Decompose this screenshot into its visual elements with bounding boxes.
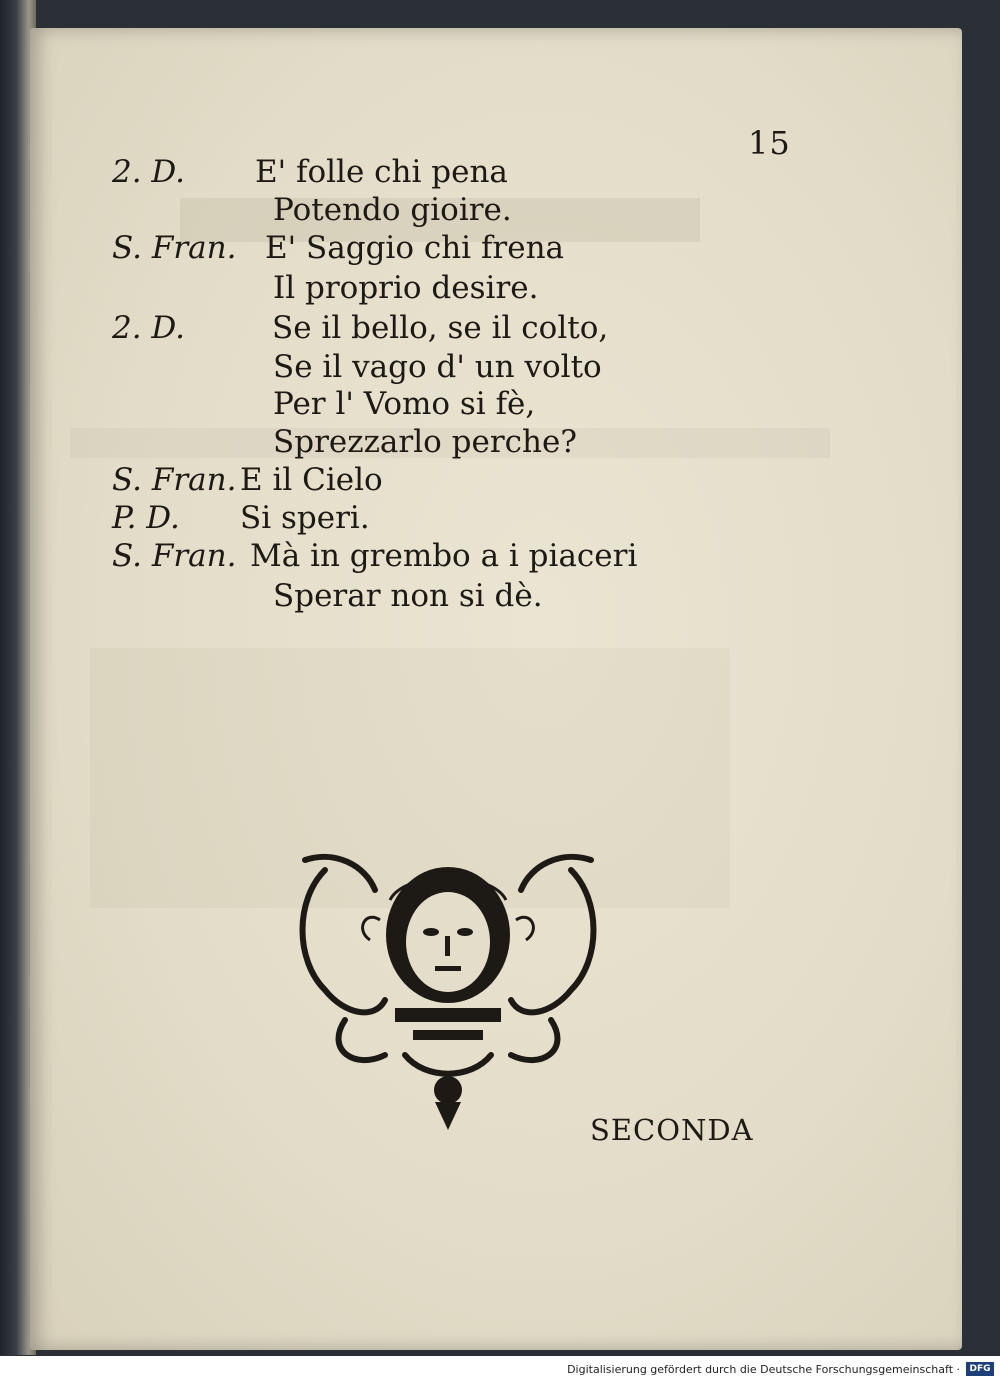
verse-line [273,192,512,228]
verse-text: Mà in grembo a i piaceri [250,538,638,574]
verse-line [273,424,577,460]
verse-line [112,500,370,536]
woodcut-face-ornament-icon [285,840,611,1132]
speaker-label: 2. D. [112,154,186,190]
verse-line [112,310,609,346]
verse-line [273,349,602,385]
verse-text: E' folle chi pena [255,154,508,190]
verse-text: Sperar non si dè. [273,578,543,614]
verse-line [273,270,538,306]
verse-line [112,230,565,266]
page-number: 15 [748,124,791,162]
verse-text: E' Saggio chi frena [265,230,565,266]
footer-credit-text: Digitalisierung gefördert durch die Deutsche Forschungsgemeinschaft · [567,1363,960,1376]
speaker-label: S. Fran. [112,462,237,498]
verse-text: Per l' Vomo si fè, [273,386,536,422]
verse-line [112,154,508,190]
verse-line [273,386,535,422]
verse-text: Il proprio desire. [273,270,539,306]
digitization-footer [0,1356,1000,1385]
speaker-label: S. Fran. [112,230,237,266]
dfg-logo: DFG [966,1362,994,1376]
verse-text: Se il vago d' un volto [273,349,602,385]
speaker-label: S. Fran. [112,538,237,574]
verse-line [112,538,638,574]
verse-text: Potendo gioire. [273,192,512,228]
verse-text: E il Cielo [240,462,383,498]
verse-text: Si speri. [240,500,370,536]
book-page [30,28,962,1350]
catchword: SECONDA [590,1113,754,1147]
verse-text: Se il bello, se il colto, [272,310,609,346]
verse-line [273,578,543,614]
speaker-label: 2. D. [112,310,186,346]
verse-text: Sprezzarlo perche? [273,424,577,460]
speaker-label: P. D. [112,500,180,536]
verse-line [112,462,383,498]
